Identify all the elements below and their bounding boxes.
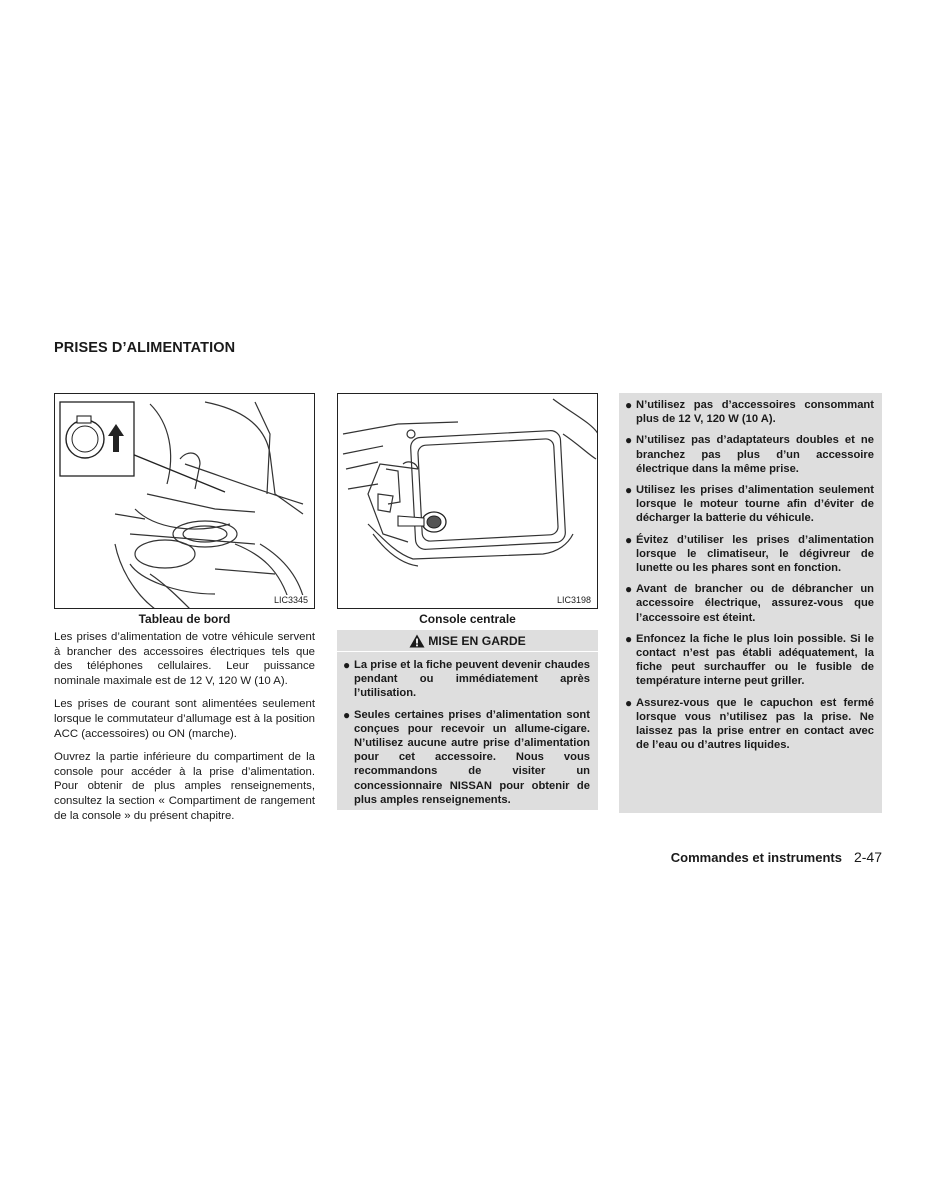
- bullet-icon: ●: [625, 398, 633, 412]
- bullet-icon: ●: [625, 695, 633, 710]
- caution-item: ● Évitez d’utiliser les prises d’alimentation lorsque le climatiseur, le dégivreur de lunette ou les phares sont en fonction.: [625, 532, 874, 575]
- figure-dashboard: [54, 393, 315, 609]
- paragraph: Les prises d’alimentation de votre véhicule servent à brancher des accessoires électriques tels que des téléphones cellulaires. Leur puissance nominale maximale est de 12 V, 120 W (10 A).: [54, 631, 315, 687]
- caution-list: [619, 393, 882, 752]
- warning-title: MISE EN GARDE: [428, 633, 526, 648]
- caution-list-box: [619, 393, 882, 813]
- figure-center-console: [337, 393, 598, 609]
- paragraph: Ouvrez la partie inférieure du compartiment de la console pour accéder à la prise d’alimentation. Pour obtenir de plus amples renseignements, consultez la section « Compartiment de rangement de la console » du présent chapitre.: [54, 751, 315, 822]
- bullet-icon: ●: [625, 631, 633, 646]
- page-footer: [600, 849, 882, 865]
- figure-caption: Console centrale: [419, 612, 516, 626]
- warning-item: ● Seules certaines prises d’alimentation sont conçues pour recevoir un allume-cigare. N’utilisez aucune autre prise d’alimentation pour cet accessoire. Nous vous recommandons de visiter un concessionnaire NISSAN pour obtenir de plus amples renseignements.: [343, 707, 590, 806]
- section-title: PRISES D’ALIMENTATION: [54, 340, 236, 356]
- bullet-icon: ●: [625, 433, 633, 448]
- page-number: 2-47: [853, 849, 882, 865]
- warning-item: ● La prise et la fiche peuvent devenir chaudes pendant ou immédiatement après l’utilisation.: [343, 658, 590, 700]
- figure-code: LIC3198: [556, 595, 591, 605]
- warning-triangle-icon: [409, 634, 425, 648]
- footer-section: Commandes et instruments: [670, 850, 842, 865]
- warning-box: [337, 630, 598, 810]
- bullet-icon: ●: [625, 582, 633, 597]
- dashboard-illustration: [55, 394, 315, 609]
- caution-item: ● Utilisez les prises d’alimentation seulement lorsque le moteur tourne afin d’éviter de décharger la batterie du véhicule.: [625, 483, 874, 525]
- console-illustration: [338, 394, 598, 609]
- bullet-icon: ●: [343, 707, 351, 722]
- bullet-icon: ●: [343, 658, 351, 672]
- figure-caption: Tableau de bord: [138, 612, 231, 626]
- warning-header: [337, 630, 598, 652]
- bullet-icon: ●: [625, 483, 633, 498]
- bullet-icon: ●: [625, 532, 633, 547]
- warning-list: [337, 652, 598, 807]
- paragraph: Les prises de courant sont alimentées seulement lorsque le commutateur d’allumage est à la position ACC (accessoires) ou ON (marche).: [54, 698, 315, 740]
- caution-item: ● Assurez-vous que le capuchon est fermé lorsque vous n’utilisez pas la prise. Ne laissez pas la prise entrer en contact avec de l’eau ou d’autres liquides.: [625, 695, 874, 752]
- figure-code: LIC3345: [273, 595, 308, 605]
- caution-item: ● N’utilisez pas d’adaptateurs doubles et ne branchez pas plus d’un accessoire électrique dans la même prise.: [625, 433, 874, 475]
- caution-item: ● N’utilisez pas d’accessoires consommant plus de 12 V, 120 W (10 A).: [625, 398, 874, 426]
- caution-item: ● Avant de brancher ou de débrancher un accessoire électrique, assurez-vous que l’accessoire est éteint.: [625, 582, 874, 624]
- body-text: [54, 630, 315, 832]
- caution-item: ● Enfoncez la fiche le plus loin possible. Si le contact n’est pas établi adéquatement, la fiche peut surchauffer ou le fusible de température interne peut griller.: [625, 631, 874, 688]
